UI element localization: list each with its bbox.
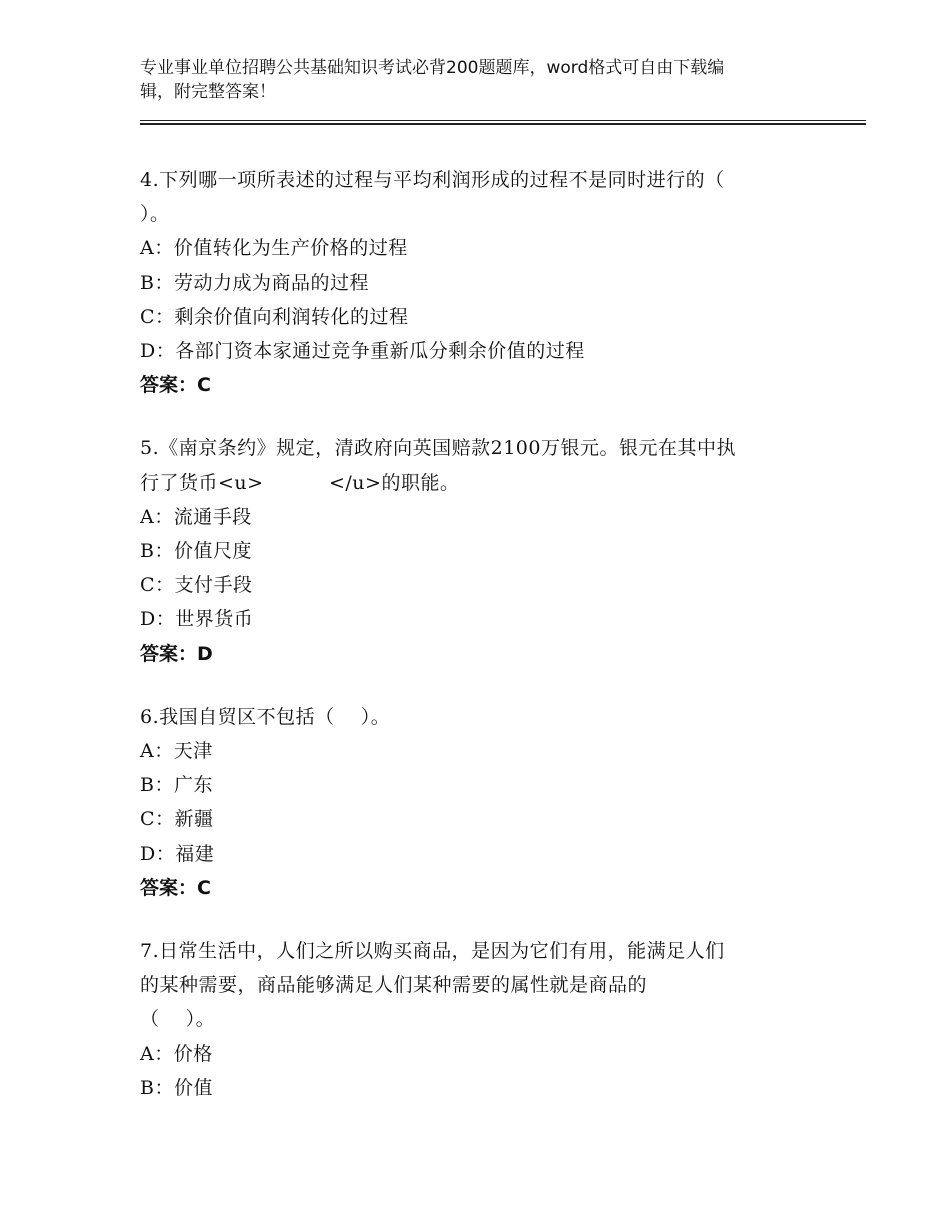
question-text: ）。 [140,203,170,226]
question-text: 行了货币<u> </u>的职能。 [140,471,460,494]
answer: 答案：D [140,642,213,665]
question-7 [140,934,820,1105]
header-divider-thin [140,120,866,121]
option-a: A：价值转化为生产价格的过程 [140,237,408,260]
option-d: D：世界货币 [140,608,254,631]
option-b: B：广东 [140,774,213,797]
question-text: 的某种需要，商品能够满足人们某种需要的属性就是商品的 [140,974,648,997]
question-text: 7.日常生活中，人们之所以购买商品，是因为它们有用，能满足人们 [140,940,725,963]
question-4 [140,163,820,402]
answer: 答案：C [140,374,211,397]
question-text: （ ）。 [140,1008,216,1031]
header-line-1: 专业事业单位招聘公共基础知识考试必背200题题库，word格式可自由下载编 [140,58,725,78]
option-b: B：价值 [140,1076,213,1099]
document-header [140,56,800,104]
option-a: A：价格 [140,1042,213,1065]
option-a: A：流通手段 [140,505,252,528]
question-list [140,163,820,1134]
option-a: A：天津 [140,740,213,763]
option-c: C：支付手段 [140,574,253,597]
question-text: 5.《南京条约》规定，清政府向英国赔款2100万银元。银元在其中执 [140,437,736,460]
header-line-2: 辑，附完整答案！ [140,82,276,102]
question-text: 6.我国自贸区不包括（ ）。 [140,705,391,728]
question-5 [140,431,820,670]
option-b: B：劳动力成为商品的过程 [140,271,369,294]
option-c: C：剩余价值向利润转化的过程 [140,305,409,328]
option-d: D：福建 [140,842,215,865]
option-b: B：价值尺度 [140,540,252,563]
answer: 答案：C [140,876,211,899]
question-text: 4.下列哪一项所表述的过程与平均利润形成的过程不是同时进行的（ [140,169,725,191]
question-6 [140,700,820,905]
header-divider-thick [140,123,866,125]
option-d: D：各部门资本家通过竞争重新瓜分剩余价值的过程 [140,340,585,363]
option-c: C：新疆 [140,808,214,831]
